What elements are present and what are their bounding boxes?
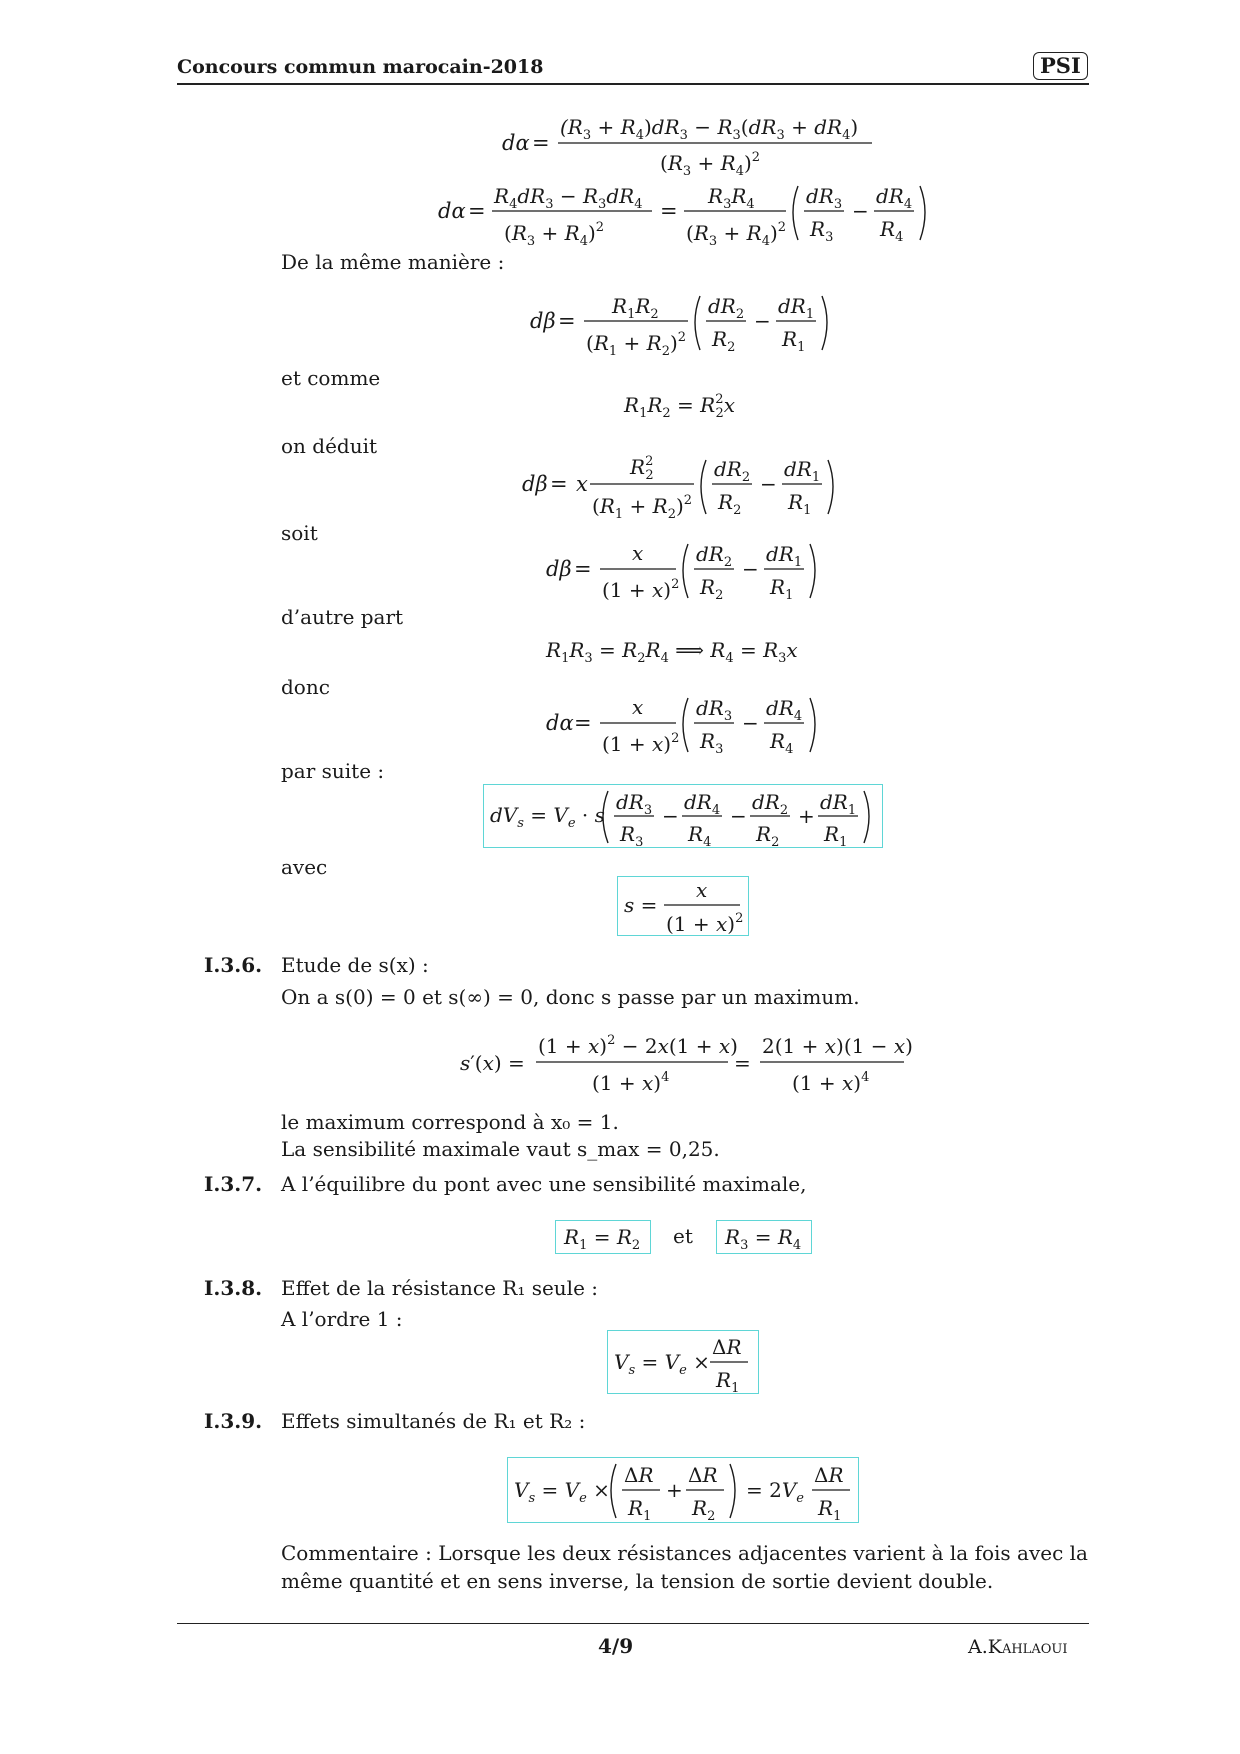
svg-text:dβ: dβ bbox=[522, 472, 548, 496]
svg-text:dR4: $dR_4$ bbox=[876, 184, 913, 212]
svg-text:(1 + x)4: $(1 + x)^4$ bbox=[592, 1070, 670, 1095]
svg-text:dα: dα bbox=[502, 131, 530, 155]
text-soit: soit bbox=[281, 521, 318, 545]
svg-text:+: + bbox=[798, 804, 815, 828]
footer-author: A.Kahlaoui bbox=[968, 1636, 1068, 1658]
svg-text:dR3: $dR_3$ bbox=[616, 790, 653, 818]
svg-text:= 2Ve: = $2V_e$ bbox=[746, 1478, 804, 1506]
svg-text:R2: $R_2$ bbox=[700, 575, 724, 603]
svg-text:(1 + x)2: $(1 + x)^2$ bbox=[602, 577, 680, 602]
svg-text:dR4: $dR_4$ bbox=[766, 696, 803, 724]
equation-dbeta-1 bbox=[528, 286, 848, 359]
svg-text:dR2: $dR_2$ bbox=[714, 457, 751, 485]
svg-text:dR4: $dR_4$ bbox=[684, 790, 721, 818]
svg-text:R2: $R_2$ bbox=[712, 327, 736, 355]
svg-text:dβ: dβ bbox=[546, 557, 572, 581]
footer-rule bbox=[177, 1623, 1089, 1624]
equation-vs-single-boxed bbox=[607, 1330, 759, 1394]
svg-text:x: x bbox=[696, 878, 708, 902]
equation-r1r2 bbox=[622, 384, 762, 424]
equation-vs-double-boxed bbox=[507, 1457, 859, 1523]
svg-text:R1: $R_1$ bbox=[824, 822, 848, 850]
svg-text:=: = bbox=[660, 199, 678, 223]
svg-text:=: = bbox=[734, 1051, 751, 1075]
svg-text:Vs = Ve ×: $V_s = V_e$ × bbox=[614, 1350, 710, 1378]
connector-et: et bbox=[673, 1224, 693, 1248]
svg-text:−: − bbox=[730, 804, 747, 828]
svg-text:R1R2 = R22x: $R_1R_2 = R^2$ 2x bbox=[624, 392, 736, 421]
text-on-deduit: on déduit bbox=[281, 434, 378, 458]
svg-text:dR3: $dR_3$ bbox=[696, 696, 733, 724]
equation-r3-eq-r4-boxed bbox=[716, 1220, 812, 1254]
equation-dalpha-3 bbox=[544, 688, 834, 758]
svg-text:R2: $R_2$ bbox=[756, 822, 780, 850]
section-line-i36-2: le maximum correspond à x₀ = 1. bbox=[281, 1110, 619, 1134]
header-badge: PSI bbox=[1033, 52, 1088, 80]
svg-text:R1 = R2: $R_1 = R_2$ bbox=[564, 1225, 641, 1253]
equation-r1r3 bbox=[544, 630, 844, 670]
svg-text:dVs = Ve · s: $dV_s = V_e \cdot s$ bbox=[490, 803, 605, 831]
svg-text:=: = bbox=[468, 199, 486, 223]
svg-text:dR1: $dR_1$ bbox=[766, 542, 803, 570]
svg-text:(R3 + R4)2: $(R_3 + R_4)^2$ bbox=[660, 150, 761, 179]
svg-text:(R1 + R2)2: $(R_1 + R_2)^2$ bbox=[586, 330, 687, 359]
svg-text:−: − bbox=[852, 199, 869, 223]
svg-text:R1: $R_1$ bbox=[782, 327, 806, 355]
text-de-la-meme: De la même manière : bbox=[281, 250, 505, 274]
svg-text:dβ: dβ bbox=[530, 309, 556, 333]
svg-text:−: − bbox=[760, 472, 777, 496]
svg-text:(R1 + R2)2: $(R_1 + R_2)^2$ bbox=[592, 493, 693, 522]
svg-text:(R3 + R4)2: $(R_3 + R_4)^2$ bbox=[686, 220, 787, 249]
svg-text:dR2: $dR_2$ bbox=[708, 294, 745, 322]
svg-text:Vs = Ve ×: $V_s = V_e$ × bbox=[514, 1478, 610, 1506]
svg-text:−: − bbox=[742, 557, 759, 581]
svg-text:(R3 + R4)dR3 − R3(dR3 + dR4): $(R_3 + R_4)dR_3 - R_3(dR_3 + dR_4)$ bbox=[560, 115, 859, 143]
section-title-i37: A l’équilibre du pont avec une sensibilité maximale, bbox=[281, 1172, 807, 1196]
equation-s-boxed bbox=[617, 876, 749, 936]
equation-dbeta-2 bbox=[520, 448, 860, 520]
svg-text:R22: $R^2$ 2 bbox=[630, 454, 654, 483]
comment-line-1: Commentaire : Lorsque les deux résistances adjacentes varient à la fois avec la bbox=[281, 1541, 1088, 1565]
text-dautre-part: d’autre part bbox=[281, 605, 404, 629]
svg-text:dR1: $dR_1$ bbox=[784, 457, 821, 485]
svg-text:R3: $R_3$ bbox=[810, 217, 834, 245]
svg-text:R1: $R_1$ bbox=[770, 575, 794, 603]
svg-text:R1R2: $R_1R_2$ bbox=[612, 294, 659, 322]
svg-text:dR2: $dR_2$ bbox=[696, 542, 733, 570]
text-avec: avec bbox=[281, 855, 328, 879]
svg-text:−: − bbox=[662, 804, 679, 828]
svg-text:=: = bbox=[532, 131, 550, 155]
svg-text:ΔR: ΔR bbox=[712, 1335, 742, 1359]
svg-text:=: = bbox=[574, 557, 592, 581]
svg-text:s =: s = bbox=[624, 893, 658, 917]
text-donc: donc bbox=[281, 675, 330, 699]
svg-text:R4: $R_4$ bbox=[688, 822, 712, 850]
svg-text:R4: $R_4$ bbox=[880, 217, 904, 245]
section-line-i38: A l’ordre 1 : bbox=[281, 1307, 403, 1331]
svg-text:dR3: $dR_3$ bbox=[806, 184, 843, 212]
section-line-i36-3: La sensibilité maximale vaut s_max = 0,25. bbox=[281, 1137, 720, 1161]
svg-text:R1R3 = R2R4 ⟹ R4 = R3x: $R_1R_3 = R_2R_4$ ⟹ $R_4 = R_3x$ bbox=[546, 638, 798, 666]
svg-text:R3: $R_3$ bbox=[700, 729, 724, 757]
equation-dalpha-1 bbox=[500, 110, 880, 179]
svg-text:R3R4: $R_3R_4$ bbox=[708, 184, 755, 212]
svg-text:−: − bbox=[742, 711, 759, 735]
svg-text:ΔR: ΔR bbox=[624, 1463, 654, 1487]
text-par-suite: par suite : bbox=[281, 759, 385, 783]
section-number-i39: I.3.9. bbox=[204, 1409, 263, 1433]
svg-text:=: = bbox=[550, 472, 568, 496]
header-rule bbox=[177, 83, 1089, 85]
svg-text:=: = bbox=[558, 309, 576, 333]
svg-text:R2: $R_2$ bbox=[718, 490, 742, 518]
svg-text:dR1: $dR_1$ bbox=[778, 294, 815, 322]
equation-r1-eq-r2-boxed bbox=[555, 1220, 651, 1254]
section-title-i38: Effet de la résistance R₁ seule : bbox=[281, 1276, 599, 1300]
svg-text:s′(x) =: s′(x) = bbox=[460, 1051, 525, 1075]
svg-text:+: + bbox=[666, 1478, 683, 1502]
svg-text:dR1: $dR_1$ bbox=[820, 790, 857, 818]
comment-line-2: même quantité et en sens inverse, la tension de sortie devient double. bbox=[281, 1569, 994, 1593]
svg-text:(1 + x)2 − 2x(1 + x): $(1 + x)^2 - 2x(1 + x)$ bbox=[538, 1033, 738, 1058]
svg-text:R4: $R_4$ bbox=[770, 729, 794, 757]
svg-text:−: − bbox=[754, 309, 771, 333]
svg-text:R1: $R_1$ bbox=[818, 1496, 842, 1524]
svg-text:2(1 + x)(1 − x): 2(1 + x)(1 − x) bbox=[762, 1034, 913, 1058]
svg-text:x: x bbox=[632, 541, 644, 565]
equation-dalpha-2 bbox=[436, 178, 956, 248]
svg-text:x: x bbox=[576, 472, 588, 496]
svg-text:R1: $R_1$ bbox=[788, 490, 812, 518]
footer-page-number: 4/9 bbox=[598, 1634, 634, 1658]
svg-text:=: = bbox=[574, 711, 592, 735]
section-number-i36: I.3.6. bbox=[204, 953, 263, 977]
svg-text:(1 + x)2: $(1 + x)^2$ bbox=[602, 731, 680, 756]
svg-text:R3: $R_3$ bbox=[620, 822, 644, 850]
svg-text:(1 + x)4: $(1 + x)^4$ bbox=[792, 1070, 870, 1095]
svg-text:ΔR: ΔR bbox=[688, 1463, 718, 1487]
svg-text:R2: $R_2$ bbox=[692, 1496, 716, 1524]
svg-text:(R3 + R4)2: $(R_3 + R_4)^2$ bbox=[504, 220, 605, 249]
svg-text:dR2: $dR_2$ bbox=[752, 790, 789, 818]
text-et-comme: et comme bbox=[281, 366, 381, 390]
svg-text:(1 + x)2: $(1 + x)^2$ bbox=[666, 911, 744, 936]
svg-text:x: x bbox=[632, 695, 644, 719]
header-title: Concours commun marocain-2018 bbox=[177, 56, 544, 78]
equation-dvs-boxed bbox=[483, 784, 883, 848]
section-number-i38: I.3.8. bbox=[204, 1276, 263, 1300]
svg-text:R1: $R_1$ bbox=[628, 1496, 652, 1524]
section-title-i39: Effets simultanés de R₁ et R₂ : bbox=[281, 1409, 586, 1433]
section-number-i37: I.3.7. bbox=[204, 1172, 263, 1196]
equation-sprime bbox=[458, 1030, 913, 1096]
svg-text:R4dR3 − R3dR4: $R_4dR_3 - R_3dR_4$ bbox=[494, 184, 643, 212]
svg-text:dα: dα bbox=[546, 711, 574, 735]
section-line-i36-1: On a s(0) = 0 et s(∞) = 0, donc s passe par un maximum. bbox=[281, 985, 860, 1009]
svg-text:R1: $R_1$ bbox=[716, 1368, 740, 1396]
section-title-i36: Etude de s(x) : bbox=[281, 953, 429, 977]
svg-text:ΔR: ΔR bbox=[814, 1463, 844, 1487]
svg-text:R3 = R4: $R_3 = R_4$ bbox=[725, 1225, 802, 1253]
equation-dbeta-3 bbox=[544, 534, 834, 604]
svg-text:dα: dα bbox=[438, 199, 466, 223]
